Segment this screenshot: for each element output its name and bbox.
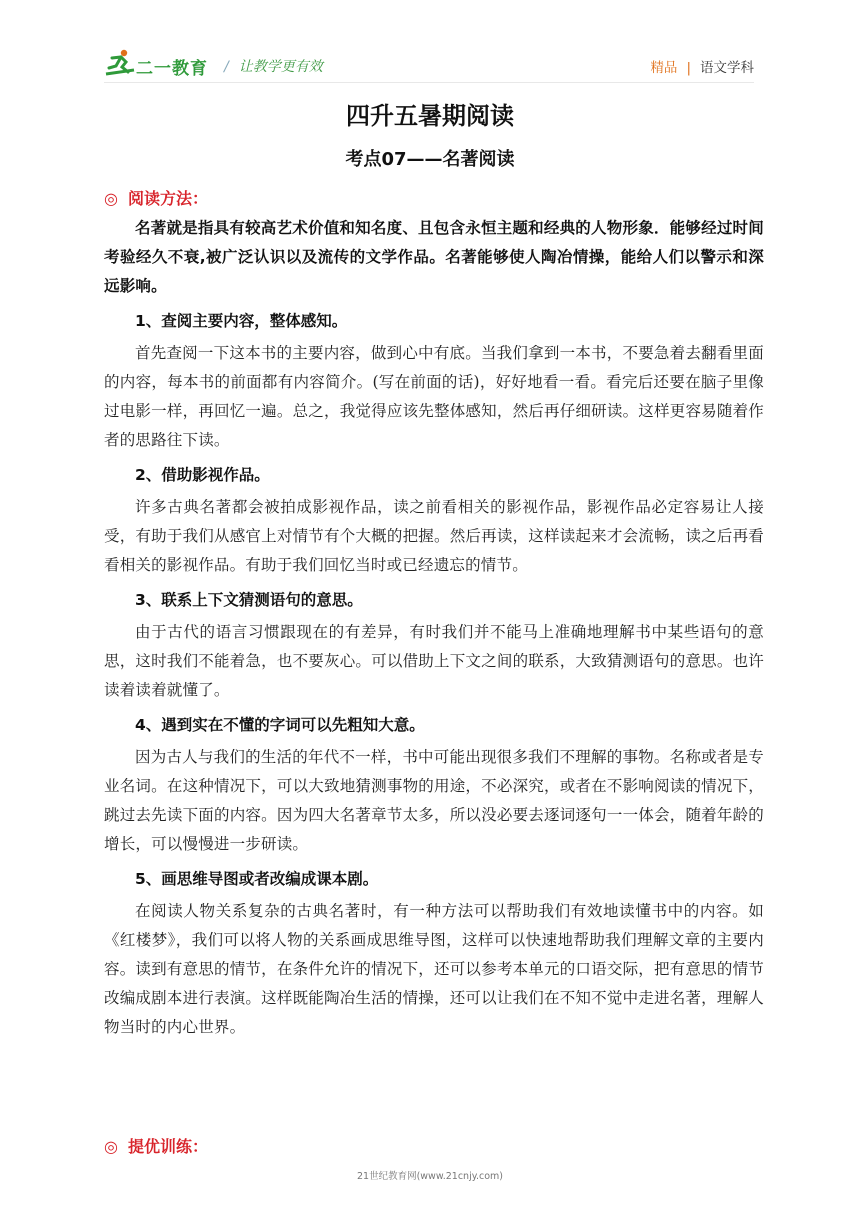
quality-tag: 精品 — [650, 60, 678, 76]
logo-text: 二一教育 — [136, 59, 208, 79]
page-subtitle: 考点07——名著阅读 — [345, 149, 515, 170]
slogan — [224, 56, 323, 76]
tag-divider: | — [686, 60, 691, 76]
header-divider — [104, 82, 754, 83]
method-heading-3: 3、联系上下文猜测语句的意思。 — [135, 591, 363, 609]
method-body-2: 许多古典名著都会被拍成影视作品，读之前看相关的影视作品，影视作品必定容易让人接受，有助于我们从感官上对情节有个大概的把握。然后再读，这样读起来才会流畅，读之后再看看相关的影视作品。有助于我们回忆当时或已经遗忘的情节。 — [104, 498, 764, 574]
page-header — [104, 48, 754, 80]
target-bullet-icon: ◎ — [104, 1137, 118, 1156]
method-body-5: 在阅读人物关系复杂的古典名著时，有一种方法可以帮助我们有效地读懂书中的内容。如《红楼梦》，我们可以将人物的关系画成思维导图，这样可以快速地帮助我们理解文章的主要内容。读到有意思的情节，在条件允许的情况下，还可以参考本单元的口语交际，把有意思的情节改编成剧本进行表演。这样既能陶冶生活的情操，还可以让我们在不知不觉中走进名著，理解人物当时的内心世界。 — [104, 902, 764, 1036]
section-heading-method — [104, 186, 208, 209]
method-heading-5: 5、画思维导图或者改编成课本剧。 — [135, 870, 379, 888]
article-body — [104, 214, 764, 1042]
subject-tag: 语文学科 — [700, 60, 754, 76]
slogan-text: 让教学更有效 — [238, 59, 323, 75]
target-bullet-icon: ◎ — [104, 189, 118, 208]
page-title: 四升五暑期阅读 — [346, 102, 514, 130]
method-body-1: 首先查阅一下这本书的主要内容，做到心中有底。当我们拿到一本书，不要急着去翻看里面的内容，每本书的前面都有内容简介。(写在前面的话)，好好地看一看。看完后还要在脑子里像过电影一样，再回忆一遍。总之，我觉得应该先整体感知，然后再仔细研读。这样更容易随着作者的思路往下读。 — [104, 344, 764, 449]
slogan-divider: / — [224, 59, 229, 75]
header-tags — [650, 56, 754, 76]
page-footer: 21世纪教育网(www.21cnjy.com) — [356, 1171, 503, 1182]
section-method-label: 阅读方法： — [127, 189, 208, 208]
method-body-3: 由于古代的语言习惯跟现在的有差异，有时我们并不能马上准确地理解书中某些语句的意思，这时我们不能着急，也不要灰心。可以借助上下文之间的联系，大致猜测语句的意思。也许读着读着就懂了。 — [104, 623, 764, 699]
method-heading-4: 4、遇到实在不懂的字词可以先粗知大意。 — [135, 716, 425, 734]
intro-paragraph: 名著就是指具有较高艺术价值和知名度、且包含永恒主题和经典的人物形象．能够经过时间考验经久不衰,被广泛认识以及流传的文学作品。名著能够使人陶冶情操，能给人们以警示和深远影响。 — [104, 219, 764, 295]
method-body-4: 因为古人与我们的生活的年代不一样，书中可能出现很多我们不理解的事物。名称或者是专业名词。在这种情况下，可以大致地猜测事物的用途，不必深究，或者在不影响阅读的情况下，跳过去先读下面的内容。因为四大名著章节太多，所以没必要去逐词逐句一一体会，随着年龄的增长，可以慢慢进一步研读。 — [104, 748, 764, 853]
runner-logo-icon — [104, 48, 138, 78]
method-heading-2: 2、借助影视作品。 — [135, 466, 270, 484]
logo — [104, 48, 224, 78]
section-training-label: 提优训练： — [127, 1137, 208, 1156]
method-heading-1: 1、查阅主要内容，整体感知。 — [135, 312, 348, 330]
section-heading-training — [104, 1134, 208, 1157]
